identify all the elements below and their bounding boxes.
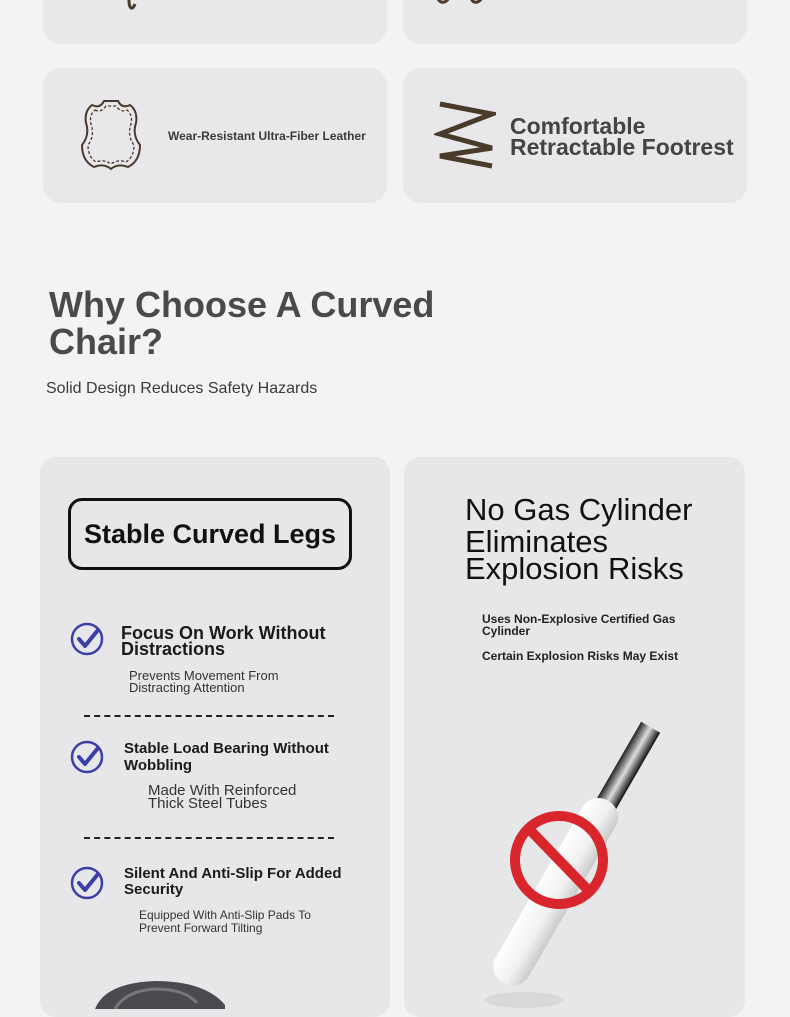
feature-desc-3-line2: Prevent Forward Tilting [139,921,263,935]
check-circle-icon [70,866,104,900]
section-title-line2: Chair? [49,321,164,362]
section-title [49,286,469,360]
feature-desc-2-line1: Made With Reinforced [148,782,297,799]
divider [84,837,334,839]
feature-title-2 [124,740,329,774]
feature-desc-3 [139,909,311,935]
partial-icon [435,0,495,14]
no-gas-cylinder-panel [404,457,745,1017]
gas-title-line3: Explosion Risks [465,551,684,586]
footrest-label-line1: Comfortable [510,113,646,139]
leather-icon [78,99,144,171]
feature-card-footrest [403,68,747,203]
feature-desc-1-line2: Distracting Attention [129,680,245,695]
feature-desc-2-line2: Thick Steel Tubes [148,795,268,812]
feature-title-1 [121,625,326,657]
feature-title-2-line1: Stable Load Bearing Without [124,740,329,757]
feature-desc-3-line1: Equipped With Anti-Slip Pads To [139,908,311,922]
gas-title-line2: Eliminates [465,524,608,559]
footrest-label [510,113,734,160]
section-subtitle: Solid Design Reduces Safety Hazards [46,380,318,397]
leather-label: Wear-Resistant Ultra-Fiber Leather [168,129,366,143]
curved-legs-panel [40,457,390,1017]
gas-info-line-1b: Cylinder [482,624,531,638]
feature-title-1-line2: Distractions [121,639,226,659]
check-circle-icon [70,740,104,774]
feature-title-3-line2: Security [124,881,184,898]
gas-title [465,492,693,586]
chair-leg-image [85,979,245,1009]
zigzag-footrest-icon [434,100,496,170]
footrest-label-line2: Retractable Footrest [510,134,734,160]
feature-desc-1-line1: Prevents Movement From [129,668,279,683]
gas-info-line-1a: Uses Non-Explosive Certified Gas [482,612,676,626]
feature-desc-1 [129,670,279,694]
feature-title-3 [124,866,341,898]
feature-title-2-line2: Wobbling [124,757,193,774]
gas-cylinder-image [454,712,694,1012]
feature-card-top-left [43,0,387,44]
feature-card-top-right [403,0,747,44]
feature-desc-2 [148,784,296,810]
divider [84,715,334,717]
gas-info-line-1 [482,613,675,637]
feature-card-leather [43,68,387,203]
feature-title-1-line1: Focus On Work Without [121,623,326,643]
gas-info-line-2: Certain Explosion Risks May Exist [482,649,679,663]
feature-title-3-line1: Silent And Anti-Slip For Added [124,865,342,882]
check-circle-icon [70,622,104,656]
section-title-line1: Why Choose A Curved [49,284,435,325]
gas-title-line1: No Gas Cylinder [465,492,693,527]
stable-curved-legs-badge: Stable Curved Legs [68,498,352,570]
partial-icon [121,0,151,20]
